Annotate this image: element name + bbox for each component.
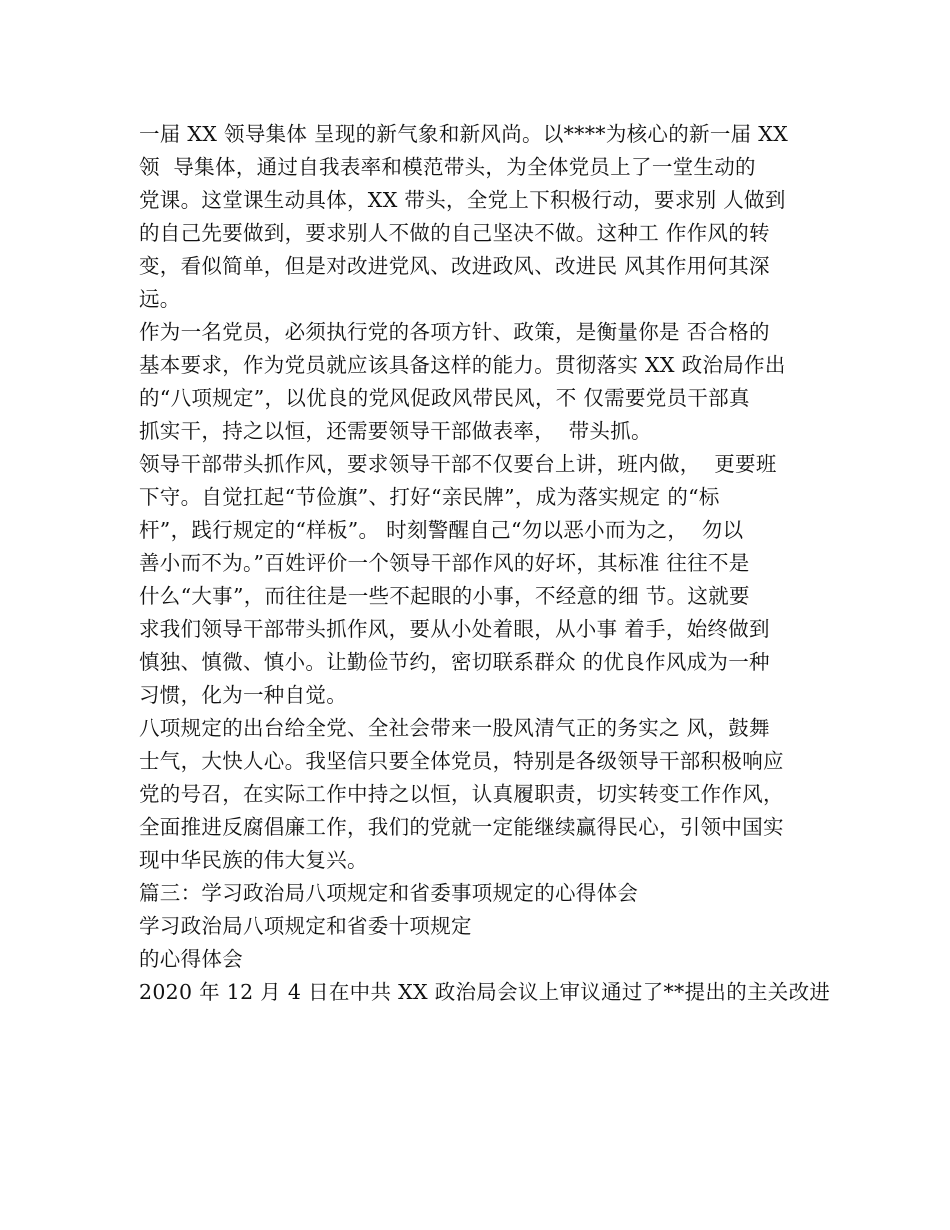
text-line: 远。 <box>139 287 181 311</box>
text-line: 一届 XX 领导集体 呈现的新气象和新风尚。以****为核心的新一届 XX <box>139 122 789 146</box>
article-title: 的心得体会 <box>139 947 243 971</box>
text-line: 的“八项规定”，以优良的党风促政风带民风，不 仅需要党员干部真 <box>139 386 750 410</box>
text-line: 下守。自觉扛起“节俭旗”、打好“亲民牌”，成为落实规定 的“标 <box>139 485 720 509</box>
text-line: 现中华民族的伟大复兴。 <box>139 848 368 872</box>
text-line: 变，看似简单，但是对改进党风、改进政风、改进民 风其作用何其深 <box>139 254 770 278</box>
section-heading: 篇三：学习政治局八项规定和省委事项规定的心得体会 <box>139 881 639 905</box>
text-line: 2020 年 12 月 4 日在中共 XX 政治局会议上审议通过了**提出的主关改进 <box>139 980 831 1004</box>
text-line: 领 导集体，通过自我表率和模范带头，为全体党员上了一堂生动的 <box>139 155 756 179</box>
text-line: 党课。这堂课生动具体，XX 带头，全党上下积极行动，要求别 人做到 <box>139 188 786 212</box>
text-line: 士气，大快人心。我坚信只要全体党员，特别是各级领导干部积极响应 <box>139 749 784 773</box>
text-line: 党的号召，在实际工作中持之以恒，认真履职责，切实转变工作作风， <box>139 782 784 806</box>
text-line: 领导干部带头抓作风，要求领导干部不仅要台上讲，班内做， 更要班 <box>139 452 777 476</box>
text-line: 求我们领导干部带头抓作风，要从小处着眼，从小事 着手，始终做到 <box>139 617 770 641</box>
text-line: 慎独、慎微、慎小。让勤俭节约，密切联系群众 的优良作风成为一种 <box>139 650 770 674</box>
text-line: 全面推进反腐倡廉工作，我们的党就一定能继续赢得民心，引领中国实 <box>139 815 784 839</box>
text-line: 善小而不为。”百姓评价一个领导干部作风的好坏，其标准 往往不是 <box>139 551 750 575</box>
text-line: 习惯，化为一种自觉。 <box>139 683 347 707</box>
text-line: 抓实干，持之以恒，还需要领导干部做表率， 带头抓。 <box>139 419 652 443</box>
document-body <box>139 118 831 1009</box>
article-title: 学习政治局八项规定和省委十项规定 <box>139 914 472 938</box>
text-line: 作为一名党员，必须执行党的各项方针、政策，是衡量你是 否合格的 <box>139 320 770 344</box>
text-line: 的自己先要做到，要求别人不做的自己坚决不做。这种工 作作风的转 <box>139 221 770 245</box>
text-line: 八项规定的出台给全党、全社会带来一股风清气正的务实之 风，鼓舞 <box>139 716 770 740</box>
text-line: 什么“大事”，而往往是一些不起眼的小事，不经意的细 节。这就要 <box>139 584 750 608</box>
text-line: 基本要求，作为党员就应该具备这样的能力。贯彻落实 XX 政治局作出 <box>139 353 786 377</box>
text-line: 杆”，践行规定的“样板”。 时刻警醒自己“勿以恶小而为之， 勿以 <box>139 518 744 542</box>
